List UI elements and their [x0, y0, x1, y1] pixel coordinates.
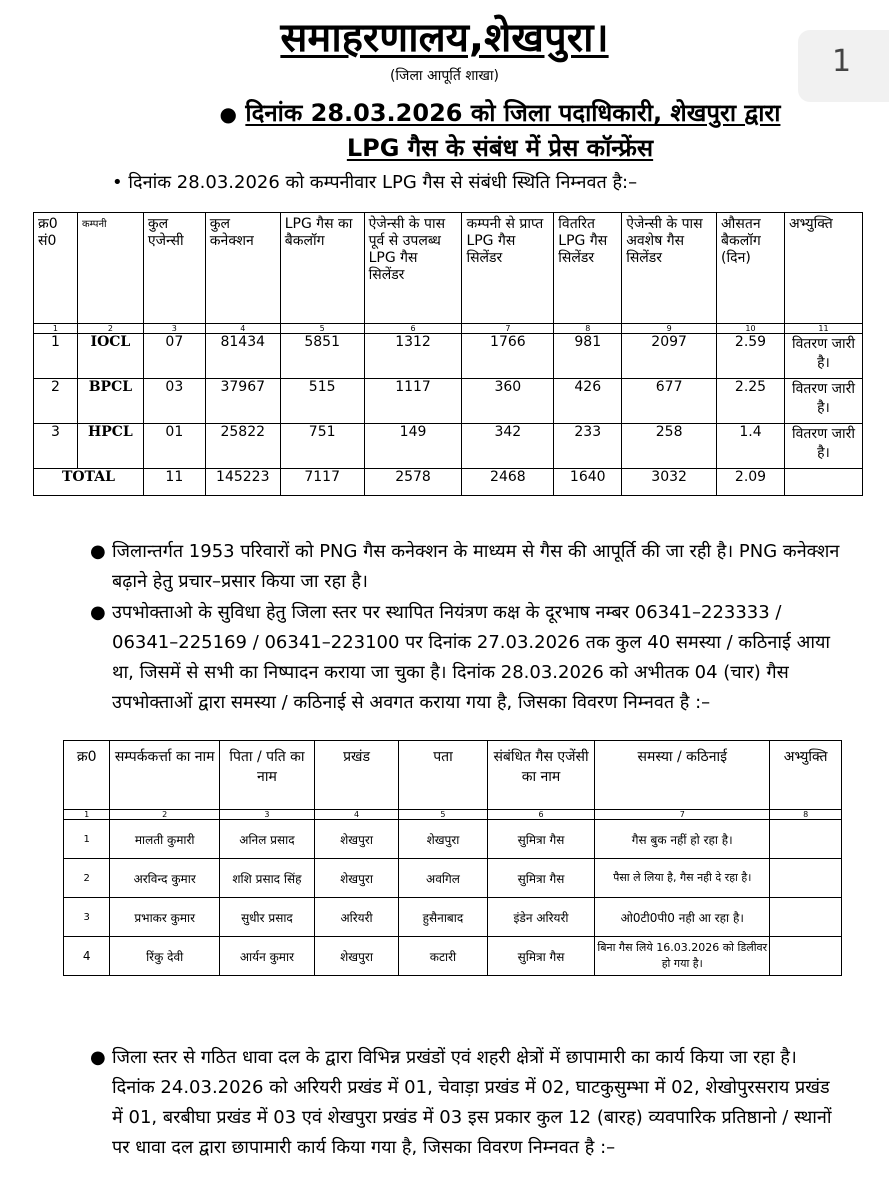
- cell: 1312: [364, 334, 462, 379]
- col-number: 9: [622, 324, 717, 334]
- cell: [770, 859, 842, 898]
- bullet-icon: ●: [90, 602, 106, 623]
- cell: 7117: [280, 469, 364, 496]
- subtitle: (जिला आपूर्ति शाखा): [389, 68, 500, 84]
- page-title: [0, 8, 889, 63]
- header-cell: क्र0 सं0: [34, 213, 78, 324]
- header-cell: पता: [399, 741, 488, 810]
- header-cell: संबंधित गैस एजेंसी का नाम: [487, 741, 595, 810]
- header-cell: समस्या / कठिनाई: [595, 741, 770, 810]
- col-number: 5: [280, 324, 364, 334]
- table-row: [64, 820, 842, 859]
- cell: [770, 937, 842, 976]
- cell: गैस बुक नहीं हो रहा है।: [595, 820, 770, 859]
- cell: 07: [143, 334, 205, 379]
- col-number: 10: [717, 324, 785, 334]
- cell: सुधीर प्रसाद: [220, 898, 315, 937]
- cell: 258: [622, 424, 717, 469]
- cell: [784, 469, 862, 496]
- header-cell: अभ्युक्ति: [770, 741, 842, 810]
- heading-line-2: LPG गैस के संबंध में प्रेस कॉन्फ्रेंस: [346, 134, 654, 162]
- cell: सुमित्रा गैस: [487, 859, 595, 898]
- cell: 2.59: [717, 334, 785, 379]
- cell: 1: [64, 820, 110, 859]
- col-number: 7: [595, 810, 770, 820]
- col-number: 4: [314, 810, 398, 820]
- cell: कटारी: [399, 937, 488, 976]
- paragraph-text: जिला स्तर से गठित धावा दल के द्वारा विभिन्न प्रखंडों एवं शहरी क्षेत्रों में छापामारी का कार्य किया जा रहा है। दिनांक 24.03.2026 को अरियरी प्रखंड में 01, चेवाड़ा प्रखंड में 02, घाटकुसुम्भा में 02, शेखोपुरसराय प्रखंड में 01, बरबीघा प्रखंड में 03 एवं शेखपुरा प्रखंड में 03 इस प्रकार कुल 12 (बारह) व्यवपारिक प्रतिष्ठानो / स्थानों पर धावा दल द्वारा छापामारी कार्य किया गया है, जिसका विवरण निम्नवत है :–: [112, 1047, 832, 1158]
- bullet-icon: ●: [219, 102, 237, 126]
- cell: 2: [34, 379, 78, 424]
- bullet-icon: •: [112, 172, 123, 193]
- cell: 233: [554, 424, 622, 469]
- cell: 37967: [205, 379, 280, 424]
- cell: 3: [64, 898, 110, 937]
- cell: इंडेन अरियरी: [487, 898, 595, 937]
- company-status-table: [33, 212, 863, 496]
- header-cell: कम्पनी: [77, 213, 143, 324]
- cell: 1117: [364, 379, 462, 424]
- cell: शेखपुरा: [399, 820, 488, 859]
- col-number: 3: [220, 810, 315, 820]
- col-number: 3: [143, 324, 205, 334]
- header-cell: कुल एजेन्सी: [143, 213, 205, 324]
- cell: अरियरी: [314, 898, 398, 937]
- paragraph-png: [90, 537, 842, 597]
- col-number: 1: [64, 810, 110, 820]
- cell: मालती कुमारी: [110, 820, 220, 859]
- col-number: 1: [34, 324, 78, 334]
- cell: 25822: [205, 424, 280, 469]
- cell: HPCL: [77, 424, 143, 469]
- cell: 2578: [364, 469, 462, 496]
- cell: 5851: [280, 334, 364, 379]
- total-label: TOTAL: [34, 469, 144, 496]
- cell: ओ0टी0पी0 नही आ रहा है।: [595, 898, 770, 937]
- cell: पैसा ले लिया है, गैस नही दे रहा है।: [595, 859, 770, 898]
- col-number: 8: [554, 324, 622, 334]
- complaints-table: [63, 740, 842, 976]
- table-row: [34, 424, 863, 469]
- table-row: [64, 937, 842, 976]
- header-cell: ऐजेन्सी के पास पूर्व से उपलब्ध LPG गैस सिलेंडर: [364, 213, 462, 324]
- col-number: 5: [399, 810, 488, 820]
- cell: 2097: [622, 334, 717, 379]
- cell: 2.25: [717, 379, 785, 424]
- col-number: 2: [110, 810, 220, 820]
- col-number: 4: [205, 324, 280, 334]
- cell: 981: [554, 334, 622, 379]
- header-cell: पिता / पति का नाम: [220, 741, 315, 810]
- heading-line-1: दिनांक 28.03.2026 को जिला पदाधिकारी, शेखपुरा द्वारा: [245, 99, 781, 127]
- cell: शशि प्रसाद सिंह: [220, 859, 315, 898]
- header-cell: अभ्युक्ति: [784, 213, 862, 324]
- cell: सुमित्रा गैस: [487, 937, 595, 976]
- cell: 81434: [205, 334, 280, 379]
- table-row: [64, 898, 842, 937]
- header-cell: सम्पर्ककर्त्ता का नाम: [110, 741, 220, 810]
- col-number: 2: [77, 324, 143, 334]
- paragraph-helpline: [90, 598, 842, 718]
- column-number-row: [34, 324, 863, 334]
- col-number: 6: [487, 810, 595, 820]
- cell: रिंकु देवी: [110, 937, 220, 976]
- bullet-icon: ●: [90, 541, 106, 562]
- cell: IOCL: [77, 334, 143, 379]
- cell: 1.4: [717, 424, 785, 469]
- cell: हुसैनाबाद: [399, 898, 488, 937]
- cell: 01: [143, 424, 205, 469]
- table-row: [64, 859, 842, 898]
- cell: 515: [280, 379, 364, 424]
- header-cell: कम्पनी से प्राप्त LPG गैस सिलेंडर: [462, 213, 554, 324]
- intro-line: [112, 170, 637, 194]
- column-number-row: [64, 810, 842, 820]
- cell: 2468: [462, 469, 554, 496]
- intro-text: दिनांक 28.03.2026 को कम्पनीवार LPG गैस से संबंधी स्थिति निम्नवत है:–: [128, 172, 638, 193]
- cell: अनिल प्रसाद: [220, 820, 315, 859]
- cell: [770, 820, 842, 859]
- cell: 2.09: [717, 469, 785, 496]
- cell: 145223: [205, 469, 280, 496]
- paragraph-text: जिलान्तर्गत 1953 परिवारों को PNG गैस कनेक्शन के माध्यम से गैस की आपूर्ति की जा रही है। PNG कनेक्शन बढ़ाने हेतु प्रचार–प्रसार किया जा रहा है।: [112, 541, 840, 592]
- cell: आर्यन कुमार: [220, 937, 315, 976]
- cell: 03: [143, 379, 205, 424]
- cell: 11: [143, 469, 205, 496]
- cell: 751: [280, 424, 364, 469]
- cell: वितरण जारी है।: [784, 379, 862, 424]
- header-cell: प्रखंड: [314, 741, 398, 810]
- cell: 3: [34, 424, 78, 469]
- table-row: [34, 334, 863, 379]
- paragraph-text: उपभोक्ताओ के सुविधा हेतु जिला स्तर पर स्थापित नियंत्रण कक्ष के दूरभाष नम्बर 06341–223333 / 06341–225169 / 06341–223100 पर दिनांक 27.03.2026 तक कुल 40 समस्या / कठिनाई आया था, जिसमें से सभी का निष्पादन कराया जा चुका है। दिनांक 28.03.2026 को अभीतक 04 (चार) गैस उपभोक्ताओं द्वारा समस्या / कठिनाई से अवगत कराया गया है, जिसका विवरण निम्नवत है :–: [112, 602, 831, 713]
- cell: 677: [622, 379, 717, 424]
- cell: अरविन्द कुमार: [110, 859, 220, 898]
- cell: [770, 898, 842, 937]
- bullet-icon: ●: [90, 1047, 106, 1068]
- page-number: 1: [832, 44, 852, 79]
- paragraph-raids: [90, 1043, 842, 1163]
- col-number: 7: [462, 324, 554, 334]
- header-cell: वितरित LPG गैस सिलेंडर: [554, 213, 622, 324]
- heading: [150, 96, 850, 165]
- cell: शेखपुरा: [314, 859, 398, 898]
- cell: 149: [364, 424, 462, 469]
- header-cell: कुल कनेक्शन: [205, 213, 280, 324]
- cell: 1: [34, 334, 78, 379]
- total-row: [34, 469, 863, 496]
- table-header-row: [64, 741, 842, 810]
- header-cell: LPG गैस का बैकलॉग: [280, 213, 364, 324]
- cell: वितरण जारी है।: [784, 424, 862, 469]
- table-header-row: [34, 213, 863, 324]
- cell: 426: [554, 379, 622, 424]
- col-number: 6: [364, 324, 462, 334]
- cell: 1640: [554, 469, 622, 496]
- col-number: 11: [784, 324, 862, 334]
- table-row: [34, 379, 863, 424]
- col-number: 8: [770, 810, 842, 820]
- cell: 1766: [462, 334, 554, 379]
- cell: अवगिल: [399, 859, 488, 898]
- header-cell: क्र0: [64, 741, 110, 810]
- cell: वितरण जारी है।: [784, 334, 862, 379]
- title-text: समाहरणालय,शेखपुरा।: [280, 15, 609, 61]
- cell: प्रभाकर कुमार: [110, 898, 220, 937]
- cell: 2: [64, 859, 110, 898]
- cell: 342: [462, 424, 554, 469]
- cell: 3032: [622, 469, 717, 496]
- cell: सुमित्रा गैस: [487, 820, 595, 859]
- cell: 4: [64, 937, 110, 976]
- header-cell: ऐजेन्सी के पास अवशेष गैस सिलेंडर: [622, 213, 717, 324]
- header-cell: औसतन बैकलॉग (दिन): [717, 213, 785, 324]
- cell: शेखपुरा: [314, 820, 398, 859]
- cell: बिना गैस लिये 16.03.2026 को डिलीवर हो गया है।: [595, 937, 770, 976]
- cell: BPCL: [77, 379, 143, 424]
- cell: शेखपुरा: [314, 937, 398, 976]
- cell: 360: [462, 379, 554, 424]
